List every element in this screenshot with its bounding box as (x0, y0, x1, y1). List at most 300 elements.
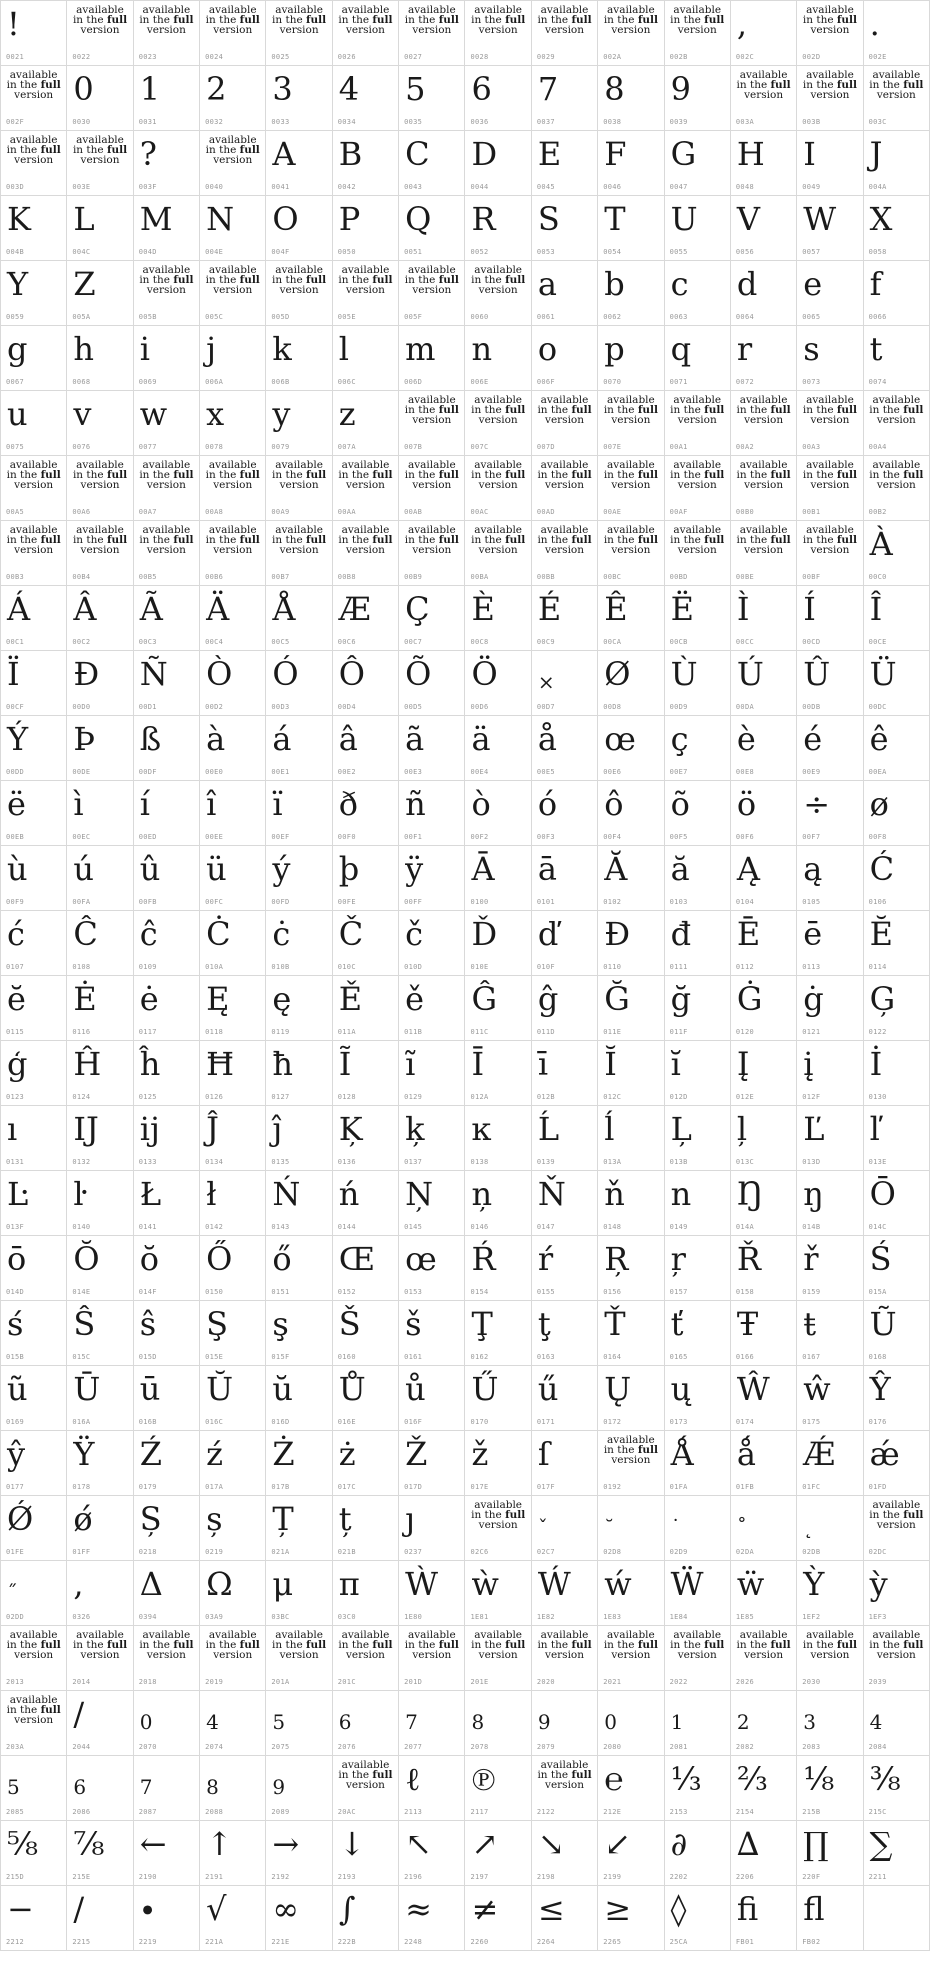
glyph-cell (797, 1106, 863, 1171)
unicode-code-label: 0171 (536, 1418, 555, 1426)
unicode-code-label: 2019 (205, 1678, 224, 1686)
glyph-cell (731, 1171, 797, 1236)
glyph-sample: B (338, 135, 363, 173)
unicode-code-label: 00F9 (6, 898, 25, 906)
glyph-cell (399, 1626, 465, 1691)
unavailable-line3: version (611, 1649, 651, 1661)
glyph-cell (67, 1301, 133, 1366)
glyph-cell (1, 66, 67, 131)
unavailable-line2: in the full (603, 1444, 658, 1456)
unicode-code-label: 0133 (138, 1158, 157, 1166)
glyph-cell (1, 846, 67, 911)
glyph-sample: ű (537, 1370, 559, 1408)
glyph-cell (333, 1106, 399, 1171)
unavailable-line3: version (611, 414, 651, 426)
unavailable-line1: available (341, 524, 390, 536)
glyph-cell (1, 1561, 67, 1626)
unavailable-line2: in the full (205, 144, 260, 156)
glyph-cell (134, 391, 200, 456)
unavailable-line1: available (142, 524, 191, 536)
glyph-cell (598, 716, 664, 781)
glyph-sample: 9 (537, 1710, 551, 1734)
unavailable-line1: available (407, 459, 456, 471)
unicode-code-label: 2075 (271, 1743, 290, 1751)
glyph-cell (67, 1041, 133, 1106)
glyph-sample: ò (471, 785, 491, 823)
unicode-code-label: 002B (669, 53, 688, 61)
unicode-code-label: 013F (6, 1223, 25, 1231)
unicode-code-label: 013A (603, 1158, 622, 1166)
unicode-code-label: 0137 (404, 1158, 423, 1166)
unavailable-note (268, 460, 329, 490)
glyph-cell (1, 1821, 67, 1886)
unicode-code-label: 02C7 (536, 1548, 555, 1556)
unavailable-note (401, 460, 462, 490)
unavailable-line1: available (474, 394, 523, 406)
glyph-sample: ø (869, 785, 889, 823)
glyph-cell (67, 1366, 133, 1431)
glyph-sample: ˇ (537, 1515, 548, 1539)
unicode-code-label: 012D (669, 1093, 688, 1101)
glyph-sample: å (537, 720, 557, 758)
glyph-cell (465, 261, 531, 326)
unicode-code-label: 0035 (404, 118, 423, 126)
glyph-cell (399, 66, 465, 131)
unavailable-line3: version (80, 544, 120, 556)
glyph-cell (598, 456, 664, 521)
unicode-code-label: 2080 (603, 1743, 622, 1751)
glyph-cell (465, 651, 531, 716)
glyph-cell (864, 1496, 930, 1561)
glyph-sample: ê (869, 720, 889, 758)
unavailable-line3: version (876, 1649, 916, 1661)
glyph-sample: ì (73, 785, 84, 823)
unavailable-note (600, 395, 661, 425)
unicode-code-label: 00F3 (536, 833, 555, 841)
glyph-cell (266, 1041, 332, 1106)
unicode-code-label: 00D0 (72, 703, 91, 711)
unicode-code-label: 0144 (337, 1223, 356, 1231)
glyph-cell (731, 716, 797, 781)
glyph-cell (67, 1691, 133, 1756)
unicode-code-label: FB02 (802, 1938, 821, 1946)
unicode-code-label: 003D (6, 183, 25, 191)
glyph-cell (266, 521, 332, 586)
unavailable-line1: available (142, 264, 191, 276)
unavailable-note (335, 265, 396, 295)
glyph-cell (67, 846, 133, 911)
glyph-cell (665, 1301, 731, 1366)
unavailable-line2: in the full (802, 79, 858, 91)
unicode-code-label: 0170 (470, 1418, 489, 1426)
unavailable-note (866, 70, 927, 100)
unavailable-note (600, 460, 661, 490)
unavailable-line1: available (474, 1629, 523, 1641)
unicode-code-label: 0033 (271, 118, 290, 126)
glyph-cell (598, 391, 664, 456)
unavailable-line1: available (208, 134, 257, 146)
glyph-sample: Ű (471, 1370, 499, 1408)
glyph-sample: ˛ (803, 1515, 814, 1539)
glyph-cell (797, 1886, 863, 1951)
glyph-cell (399, 521, 465, 586)
unicode-code-label: 203A (6, 1743, 25, 1751)
glyph-cell (665, 391, 731, 456)
unicode-code-label: 00B3 (6, 573, 25, 581)
glyph-sample: ı (7, 1110, 18, 1148)
glyph-cell (864, 456, 930, 521)
unicode-code-label: 00C3 (138, 638, 157, 646)
unicode-code-label: 02D9 (669, 1548, 688, 1556)
unicode-code-label: 0149 (669, 1223, 688, 1231)
unavailable-line2: in the full (670, 404, 725, 416)
unicode-code-label: 0146 (470, 1223, 489, 1231)
glyph-sample: ℗ (471, 1760, 496, 1798)
glyph-sample: Ō (869, 1175, 896, 1213)
unicode-code-label: 1EF3 (868, 1613, 887, 1621)
glyph-cell (465, 1106, 531, 1171)
glyph-cell (731, 261, 797, 326)
glyph-sample: Ū (73, 1370, 101, 1408)
unicode-code-label: 0064 (735, 313, 754, 321)
unicode-code-label: 00CD (802, 638, 821, 646)
unicode-code-label: 0066 (868, 313, 887, 321)
unicode-code-label: 2206 (735, 1873, 754, 1881)
glyph-cell (333, 196, 399, 261)
glyph-sample: ť (670, 1305, 684, 1343)
glyph-cell (399, 1, 465, 66)
glyph-sample: S (537, 200, 560, 238)
glyph-cell (134, 976, 200, 1041)
glyph-sample: ô (604, 785, 624, 823)
glyph-cell (532, 1756, 598, 1821)
unavailable-line2: in the full (338, 534, 393, 546)
glyph-sample: ã (405, 720, 425, 758)
unicode-code-label: 012C (603, 1093, 622, 1101)
unicode-code-label: 015F (271, 1353, 290, 1361)
unicode-code-label: 0112 (735, 963, 754, 971)
unavailable-line3: version (14, 1649, 54, 1661)
glyph-sample: ↓ (338, 1825, 366, 1863)
glyph-cell (200, 781, 266, 846)
glyph-cell (864, 1236, 930, 1301)
glyph-cell (532, 196, 598, 261)
glyph-sample: C (405, 135, 430, 173)
unavailable-note (202, 5, 263, 35)
unicode-code-label: 2083 (802, 1743, 821, 1751)
glyph-sample: π (338, 1565, 360, 1603)
glyph-cell (864, 521, 930, 586)
glyph-cell (399, 1561, 465, 1626)
unicode-code-label: 00A3 (802, 443, 821, 451)
unavailable-line3: version (279, 284, 319, 296)
glyph-cell (266, 846, 332, 911)
unavailable-line1: available (540, 459, 589, 471)
glyph-cell (665, 781, 731, 846)
unavailable-line1: available (739, 459, 788, 471)
unavailable-note (335, 525, 396, 555)
glyph-sample: f (869, 265, 882, 303)
glyph-cell (333, 66, 399, 131)
unavailable-line2: in the full (736, 469, 791, 481)
glyph-sample: ę (272, 980, 292, 1018)
unicode-code-label: 00FF (404, 898, 423, 906)
glyph-sample: × (537, 670, 555, 694)
glyph-sample: 7 (139, 1775, 153, 1799)
unavailable-line1: available (806, 1629, 854, 1641)
glyph-cell (200, 976, 266, 1041)
glyph-cell (266, 1626, 332, 1691)
unavailable-line1: available (739, 1629, 788, 1641)
unavailable-line2: in the full (670, 469, 725, 481)
unicode-code-label: 017E (470, 1483, 489, 1491)
unicode-code-label: 0061 (536, 313, 555, 321)
glyph-cell (465, 1366, 531, 1431)
glyph-sample: É (537, 590, 562, 628)
glyph-cell (333, 651, 399, 716)
unavailable-note (202, 1630, 263, 1660)
glyph-cell (465, 1561, 531, 1626)
glyph-sample: ↗ (471, 1825, 499, 1863)
unicode-code-label: 0237 (404, 1548, 423, 1556)
glyph-cell (731, 586, 797, 651)
unicode-code-label: 015B (6, 1353, 25, 1361)
glyph-cell (266, 976, 332, 1041)
glyph-sample: T (604, 200, 626, 238)
glyph-cell (465, 716, 531, 781)
glyph-cell (1, 1431, 67, 1496)
unavailable-line1: available (872, 1629, 921, 1641)
glyph-cell (465, 521, 531, 586)
unavailable-note (3, 135, 64, 165)
glyph-cell (665, 1171, 731, 1236)
unicode-code-label: 011A (337, 1028, 356, 1036)
unicode-code-label: 03C0 (337, 1613, 356, 1621)
unicode-code-label: 0072 (735, 378, 754, 386)
glyph-sample: Δ (139, 1565, 163, 1603)
unicode-code-label: 0138 (470, 1158, 489, 1166)
glyph-sample: Ǿ (7, 1500, 34, 1538)
glyph-sample: ℮ (604, 1760, 624, 1798)
unicode-code-label: 00AC (470, 508, 489, 516)
unavailable-line3: version (876, 414, 916, 426)
unicode-code-label: 017F (536, 1483, 555, 1491)
unavailable-note (3, 525, 64, 555)
glyph-cell (864, 1756, 930, 1821)
glyph-sample: / (73, 1695, 85, 1733)
glyph-sample: Ő (206, 1240, 233, 1278)
unavailable-note (667, 5, 728, 35)
glyph-cell (1, 261, 67, 326)
unicode-code-label: 0109 (138, 963, 157, 971)
unicode-code-label: 221A (205, 1938, 224, 1946)
glyph-sample: ï (272, 785, 283, 823)
unavailable-note (467, 460, 528, 490)
unicode-code-label: 00DE (72, 768, 91, 776)
unicode-code-label: 002E (868, 53, 887, 61)
glyph-sample: P (338, 200, 361, 238)
unicode-code-label: 0164 (603, 1353, 622, 1361)
unicode-code-label: 2199 (603, 1873, 622, 1881)
unavailable-line1: available (76, 1629, 124, 1641)
unicode-code-label: 014D (6, 1288, 25, 1296)
unavailable-note (3, 1695, 64, 1725)
unavailable-line1: available (739, 394, 788, 406)
glyph-sample: ∙ (139, 1890, 156, 1928)
glyph-sample: ț (338, 1500, 352, 1538)
glyph-cell (266, 1756, 332, 1821)
unicode-code-label: 02C6 (470, 1548, 489, 1556)
glyph-cell (465, 326, 531, 391)
glyph-sample: n (471, 330, 493, 368)
unicode-code-label: 2070 (138, 1743, 157, 1751)
glyph-sample: Ļ (670, 1110, 692, 1148)
unavailable-line1: available (872, 459, 921, 471)
glyph-cell (532, 521, 598, 586)
glyph-cell (864, 1041, 930, 1106)
glyph-cell (465, 976, 531, 1041)
glyph-cell (598, 781, 664, 846)
glyph-cell (399, 456, 465, 521)
glyph-sample: 2 (736, 1710, 750, 1734)
unavailable-line1: available (142, 4, 191, 16)
glyph-cell (399, 586, 465, 651)
unicode-code-label: 2084 (868, 1743, 887, 1751)
glyph-cell (134, 1431, 200, 1496)
glyph-cell (266, 586, 332, 651)
unicode-code-label: 2219 (138, 1938, 157, 1946)
unicode-code-label: 0075 (6, 443, 25, 451)
glyph-cell (67, 1496, 133, 1561)
glyph-sample: ë (7, 785, 26, 823)
unicode-code-label: 1EF2 (802, 1613, 821, 1621)
unicode-code-label: 00AD (536, 508, 555, 516)
unicode-code-label: 0139 (536, 1158, 555, 1166)
glyph-cell (598, 1, 664, 66)
glyph-sample: â (338, 720, 358, 758)
unavailable-line2: in the full (272, 14, 327, 26)
glyph-cell (598, 1171, 664, 1236)
unavailable-line1: available (9, 459, 58, 471)
glyph-cell (1, 781, 67, 846)
glyph-sample: Ž (405, 1435, 428, 1473)
glyph-cell (67, 976, 133, 1041)
unavailable-line1: available (474, 459, 523, 471)
unicode-code-label: 2039 (868, 1678, 887, 1686)
glyph-cell (67, 66, 133, 131)
unicode-code-label: 017D (404, 1483, 423, 1491)
glyph-sample: ⅝ (7, 1825, 39, 1863)
glyph-cell (598, 846, 664, 911)
unicode-code-label: 0125 (138, 1093, 157, 1101)
unavailable-note (268, 5, 329, 35)
unicode-code-label: 0076 (72, 443, 91, 451)
unicode-code-label: 014F (138, 1288, 157, 1296)
unavailable-line3: version (677, 414, 717, 426)
glyph-sample: ŷ (7, 1435, 26, 1473)
glyph-sample: ő (272, 1240, 292, 1278)
unavailable-line3: version (213, 544, 253, 556)
unicode-code-label: 03BC (271, 1613, 290, 1621)
unavailable-note (69, 5, 130, 35)
unicode-code-label: 00BC (603, 573, 622, 581)
unicode-code-label: 007E (603, 443, 622, 451)
glyph-cell (864, 1, 930, 66)
glyph-sample: n (670, 1175, 692, 1213)
unavailable-line2: in the full (603, 469, 658, 481)
unicode-code-label: 0077 (138, 443, 157, 451)
glyph-sample: Â (73, 590, 97, 628)
unicode-code-label: 002C (735, 53, 754, 61)
unicode-code-label: 201A (271, 1678, 290, 1686)
glyph-cell (864, 1366, 930, 1431)
unavailable-line3: version (213, 479, 253, 491)
unicode-code-label: 0051 (404, 248, 423, 256)
glyph-sample: p (604, 330, 625, 368)
glyph-cell (200, 1171, 266, 1236)
unavailable-note (799, 5, 860, 35)
glyph-cell (532, 1171, 598, 1236)
glyph-cell (598, 1691, 664, 1756)
glyph-cell (200, 66, 266, 131)
unicode-code-label: 2026 (735, 1678, 754, 1686)
glyph-sample: ú (73, 850, 94, 888)
unavailable-line3: version (810, 544, 850, 556)
unicode-code-label: 013B (669, 1158, 688, 1166)
glyph-sample: a (537, 265, 557, 303)
unavailable-line3: version (545, 479, 585, 491)
glyph-cell (797, 1366, 863, 1431)
unavailable-note (866, 460, 927, 490)
unicode-code-label: 0134 (205, 1158, 224, 1166)
glyph-cell (864, 391, 930, 456)
unavailable-line3: version (744, 414, 784, 426)
empty-cell (864, 1886, 930, 1951)
unavailable-line1: available (872, 69, 921, 81)
unicode-code-label: 201D (404, 1678, 423, 1686)
unavailable-line3: version (478, 24, 518, 36)
glyph-sample: I (803, 135, 816, 173)
unavailable-line3: version (80, 24, 120, 36)
unavailable-line1: available (673, 394, 722, 406)
unicode-code-label: 0158 (735, 1288, 754, 1296)
glyph-cell (532, 976, 598, 1041)
glyph-cell (731, 196, 797, 261)
glyph-cell (465, 1821, 531, 1886)
glyph-cell (200, 1691, 266, 1756)
unicode-code-label: 0032 (205, 118, 224, 126)
unavailable-line2: in the full (139, 1639, 194, 1651)
unavailable-line3: version (677, 24, 717, 36)
unicode-code-label: 2086 (72, 1808, 91, 1816)
glyph-cell (731, 846, 797, 911)
unicode-code-label: 25CA (669, 1938, 688, 1946)
glyph-sample: Ĺ (537, 1110, 560, 1148)
glyph-cell (532, 1431, 598, 1496)
glyph-cell (266, 911, 332, 976)
glyph-sample: œ (604, 720, 636, 758)
unavailable-line3: version (345, 544, 385, 556)
glyph-cell (67, 1561, 133, 1626)
glyph-sample: Ț (272, 1500, 294, 1538)
unavailable-line3: version (810, 479, 850, 491)
unavailable-note (667, 1630, 728, 1660)
unavailable-line2: in the full (72, 14, 128, 26)
unavailable-line3: version (876, 89, 916, 101)
glyph-sample: ķ (405, 1110, 425, 1148)
unicode-code-label: 0114 (868, 963, 887, 971)
unavailable-line3: version (14, 479, 54, 491)
